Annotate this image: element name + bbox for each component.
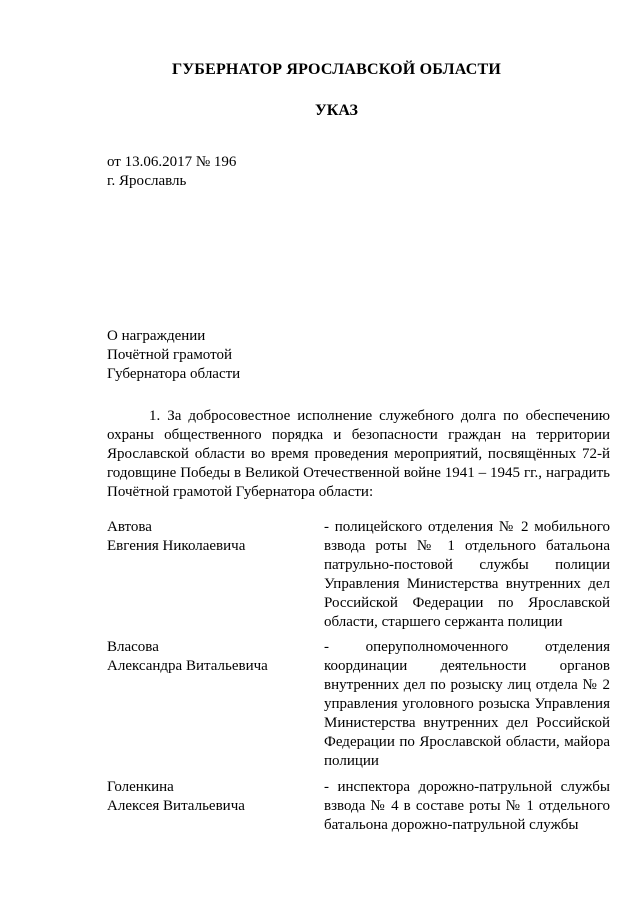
subject-line-2: Почётной грамотой [107, 347, 232, 363]
subject-line-3: Губернатора области [107, 366, 241, 382]
awardee-name [107, 778, 307, 816]
awardee-name [107, 638, 307, 676]
awardee-description: - инспектора дорожно-патрульной службы взвода № 4 в составе роты № 1 отдельного батальона дорожно-патрульной службы [324, 779, 610, 833]
awardee-given-names: Евгения Николаевича [107, 538, 246, 554]
date-number: от 13.06.2017 № 196 [107, 154, 237, 170]
issuer-title: ГУБЕРНАТОР ЯРОСЛАВСКОЙ ОБЛАСТИ [171, 61, 502, 78]
document-meta [107, 153, 236, 191]
awardee-surname: Власова [107, 639, 159, 655]
awardee-description: - оперуполномоченного отделения координации деятельности органов внутренних дел по розыску лиц отдела № 2 управления уголовного розыска Управления Министерства внутренних дел Российской Федерации по Ярославской области, майора полиции [324, 639, 610, 769]
city: г. Ярославль [107, 173, 187, 189]
document-subject [107, 327, 240, 384]
subject-line-1: О награждении [107, 328, 206, 344]
main-paragraph: 1. За добросовестное исполнение служебного долга по обеспечению охраны общественного порядка и безопасности граждан на территории Ярославской области во время проведения мероприятий, посвящённых 72-й годовщине Победы в Великой Отечественной войне 1941 – 1945 гг., наградить Почётной грамотой Губернатора области: [107, 408, 610, 500]
document-type: УКАЗ [315, 102, 358, 119]
awardee-given-names: Алексея Витальевича [107, 798, 245, 814]
awardee-description: - полицейского отделения № 2 мобильного взвода роты № 1 отдельного батальона патрульно-постовой службы полиции Управления Министерства внутренних дел Российской Федерации по Ярославской области, старшего сержанта полиции [324, 519, 610, 630]
awardee-surname: Голенкина [107, 779, 174, 795]
awardee-name [107, 518, 307, 556]
awardee-given-names: Александра Витальевича [107, 658, 268, 674]
awardee-surname: Автова [107, 519, 152, 535]
